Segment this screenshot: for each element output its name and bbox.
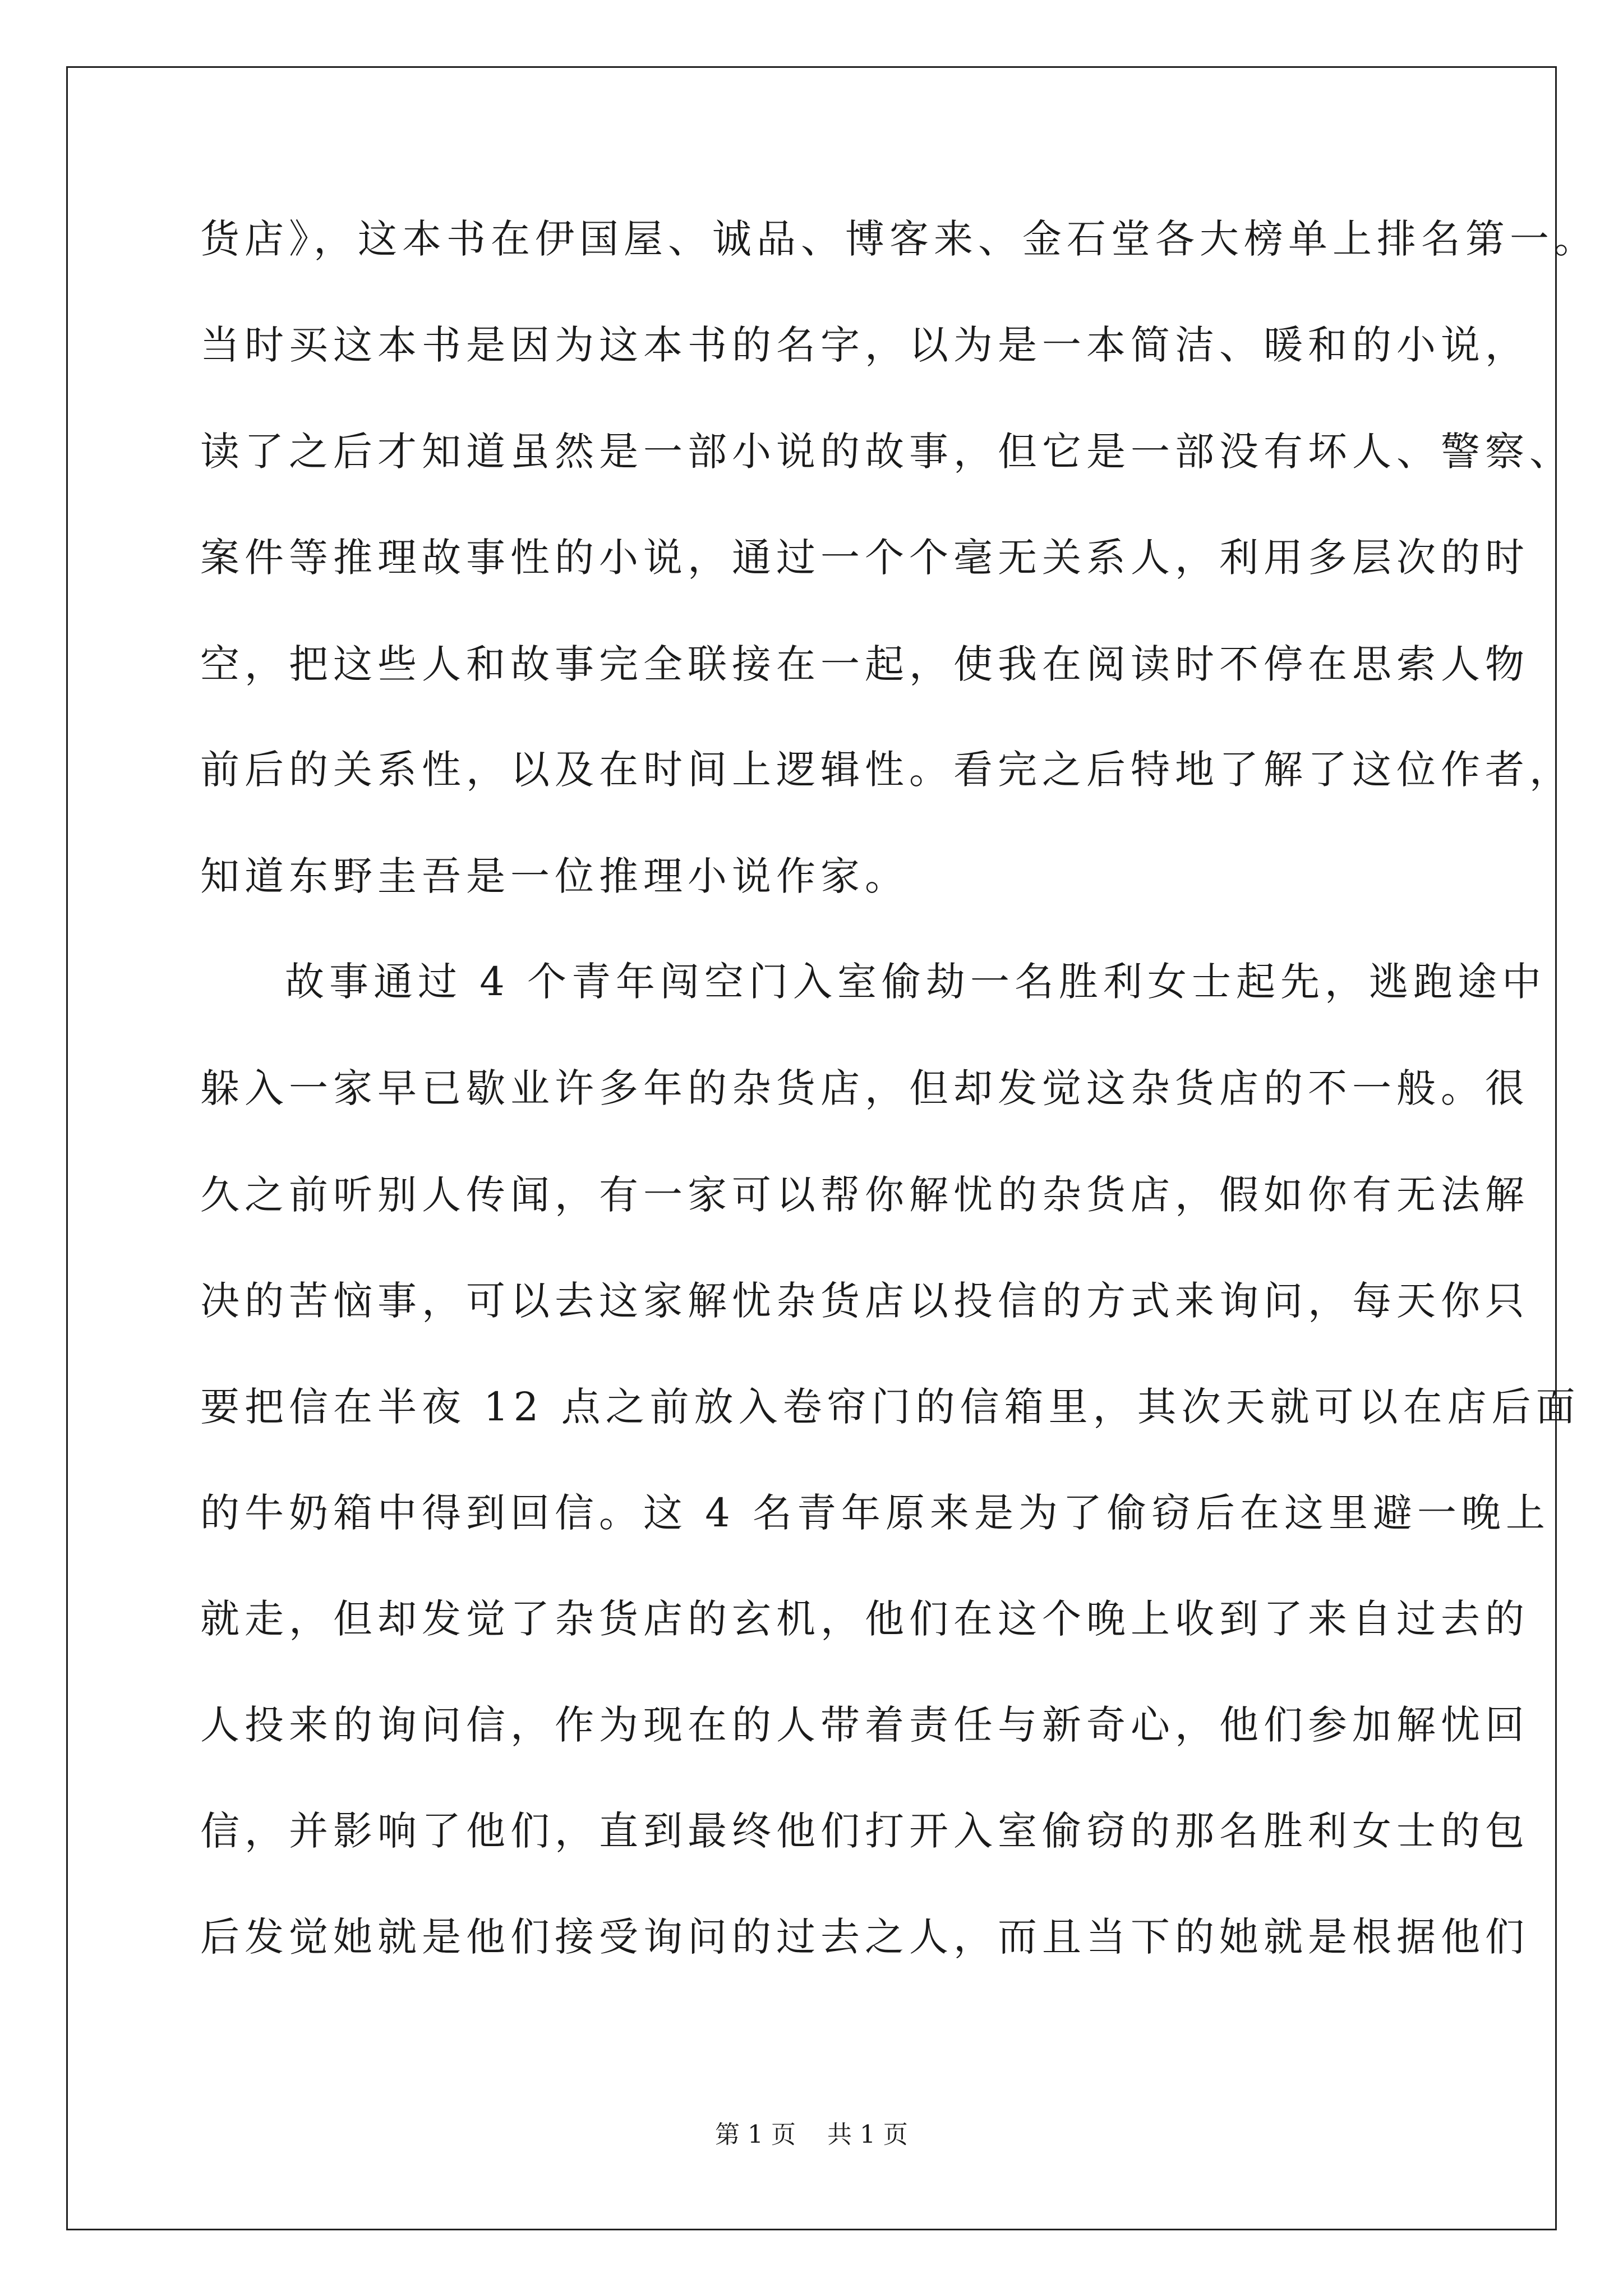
paragraph-line: 前后的关系性，以及在时间上逻辑性。看完之后特地了解了这位作者， [200,747,1574,793]
paragraph-line: 决的苦恼事，可以去这家解忧杂货店以投信的方式来询问，每天你只 [200,1278,1529,1324]
paragraph-line: 空，把这些人和故事完全联接在一起，使我在阅读时不停在思索人物 [200,641,1529,687]
paragraph-line: 知道东野圭吾是一位推理小说作家。 [200,853,909,899]
paragraph-line: 的牛奶箱中得到回信。这 4 名青年原来是为了偷窃后在这里避一晚上 [200,1490,1551,1536]
paragraph-line: 躲入一家早已歇业许多年的杂货店，但却发觉这杂货店的不一般。很 [200,1065,1529,1111]
paragraph-line: 案件等推理故事性的小说，通过一个个毫无关系人，利用多层次的时 [200,535,1529,581]
page-border [66,66,1557,2230]
paragraph-line: 人投来的询问信，作为现在的人带着责任与新奇心，他们参加解忧回 [200,1702,1529,1748]
paragraph-line: 当时买这本书是因为这本书的名字，以为是一本简洁、暖和的小说， [200,322,1529,368]
paragraph-line: 久之前听别人传闻，有一家可以帮你解忧的杂货店，假如你有无法解 [200,1172,1529,1218]
paragraph-line: 要把信在半夜 12 点之前放入卷帘门的信箱里，其次天就可以在店后面 [200,1384,1580,1430]
paragraph-line: 后发觉她就是他们接受询问的过去之人，而且当下的她就是根据他们 [200,1914,1529,1960]
page-footer: 第 1 页 共 1 页 [715,2120,908,2149]
paragraph-line: 货店》，这本书在伊国屋、诚品、博客来、金石堂各大榜单上排名第一。 [200,216,1598,262]
paragraph-line: 读了之后才知道虽然是一部小说的故事，但它是一部没有坏人、警察、 [200,429,1574,475]
paragraph-line: 信，并影响了他们，直到最终他们打开入室偷窃的那名胜利女士的包 [200,1808,1529,1854]
paragraph-line: 故事通过 4 个青年闯空门入室偷劫一名胜利女士起先，逃跑途中 [285,959,1547,1005]
paragraph-line: 就走，但却发觉了杂货店的玄机，他们在这个晚上收到了来自过去的 [200,1596,1529,1642]
